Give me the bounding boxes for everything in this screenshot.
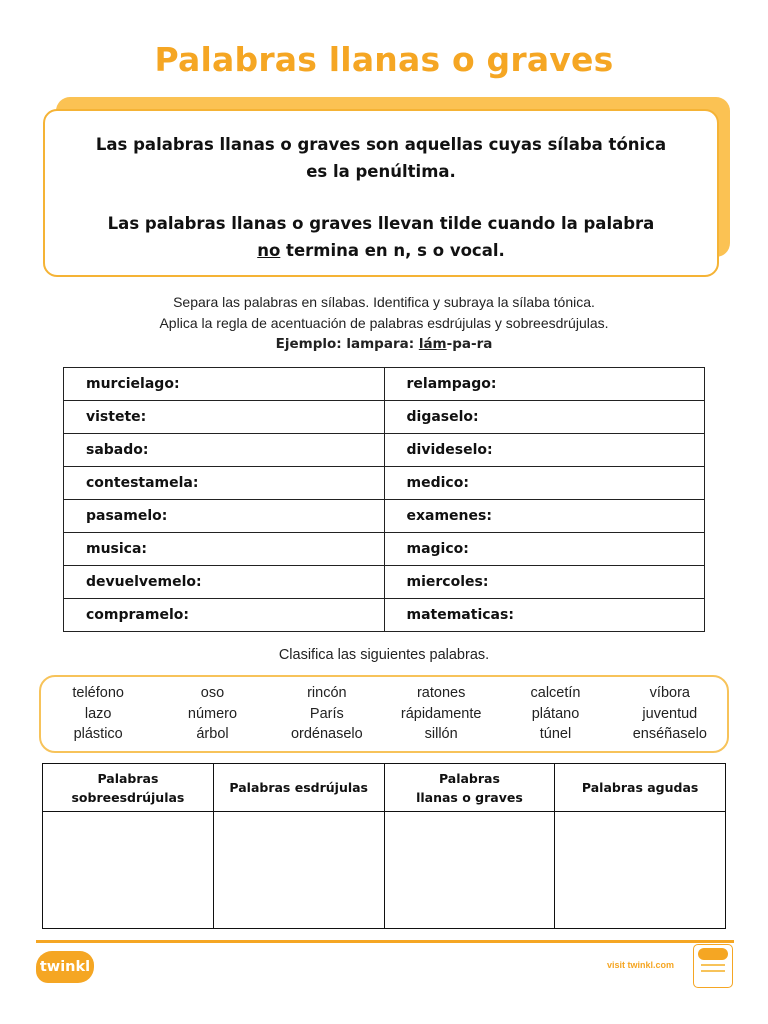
table-row bbox=[64, 434, 705, 467]
word-cell[interactable]: sabado: bbox=[64, 434, 385, 467]
category-line-1: Palabras bbox=[97, 770, 159, 786]
table-row bbox=[64, 566, 705, 599]
info-line-4 bbox=[45, 237, 717, 264]
word-bank-column bbox=[270, 683, 384, 745]
category-line-2: llanas o graves bbox=[416, 789, 523, 805]
info-line-3: Las palabras llanas o graves llevan tilde cuando la palabra bbox=[107, 214, 655, 233]
word-cell[interactable]: divideselo: bbox=[384, 434, 705, 467]
word-bank bbox=[39, 675, 729, 753]
table-row bbox=[64, 500, 705, 533]
word-cell[interactable]: devuelvemelo: bbox=[64, 566, 385, 599]
info-line-2: es la penúltima. bbox=[306, 162, 456, 181]
visit-link[interactable]: visit twinkl.com bbox=[607, 960, 675, 970]
word-bank-column bbox=[613, 683, 727, 745]
category-answer-cell[interactable] bbox=[43, 812, 214, 929]
category-line-1: Palabras esdrújulas bbox=[229, 780, 368, 795]
example-rest: -pa-ra bbox=[446, 336, 493, 352]
word-bank-item: número bbox=[187, 705, 238, 722]
info-line-1: Las palabras llanas o graves son aquellas cuyas sílaba tónica bbox=[95, 135, 667, 154]
word-cell[interactable]: magico: bbox=[384, 533, 705, 566]
word-cell[interactable]: medico: bbox=[384, 467, 705, 500]
category-header bbox=[43, 764, 214, 812]
category-line-1: Palabras bbox=[438, 770, 500, 786]
word-cell[interactable]: compramelo: bbox=[64, 599, 385, 632]
category-header bbox=[384, 764, 555, 812]
syllable-table bbox=[63, 367, 705, 632]
badge-line bbox=[701, 964, 725, 966]
word-cell[interactable]: digaselo: bbox=[384, 401, 705, 434]
word-bank-column bbox=[155, 683, 269, 745]
word-bank-item: plástico bbox=[73, 726, 123, 742]
example-stressed-syllable: lám bbox=[418, 336, 447, 352]
classify-label: Clasifica las siguientes palabras. bbox=[278, 647, 490, 663]
info-underlined-no: no bbox=[257, 241, 281, 260]
word-bank-item: juventud bbox=[642, 705, 698, 722]
word-bank-item: víbora bbox=[649, 685, 690, 701]
word-bank-item: ordénaselo bbox=[290, 726, 363, 742]
word-cell[interactable]: miercoles: bbox=[384, 566, 705, 599]
instruction-line-1: Separa las palabras en sílabas. Identifica y subraya la sílaba tónica. bbox=[173, 294, 595, 310]
word-cell[interactable]: contestamela: bbox=[64, 467, 385, 500]
badge-line bbox=[701, 970, 725, 972]
category-answer-cell[interactable] bbox=[213, 812, 384, 929]
word-bank-column bbox=[41, 683, 155, 745]
category-answer-cell[interactable] bbox=[384, 812, 555, 929]
category-line-2: sobreesdrújulas bbox=[71, 789, 185, 805]
table-row bbox=[64, 533, 705, 566]
word-bank-column bbox=[384, 683, 498, 745]
word-cell[interactable]: musica: bbox=[64, 533, 385, 566]
word-bank-item: calcetín bbox=[530, 685, 581, 701]
table-row bbox=[64, 599, 705, 632]
word-bank-column bbox=[498, 683, 612, 745]
word-cell[interactable]: vistete: bbox=[64, 401, 385, 434]
badge-pill bbox=[698, 948, 728, 960]
table-row bbox=[64, 368, 705, 401]
word-cell[interactable]: murcielago: bbox=[64, 368, 385, 401]
page-title: Palabras llanas o graves bbox=[154, 40, 614, 79]
word-bank-item: plátano bbox=[531, 705, 580, 722]
category-answer-cell[interactable] bbox=[555, 812, 726, 929]
word-cell[interactable]: examenes: bbox=[384, 500, 705, 533]
category-header bbox=[213, 764, 384, 812]
word-cell[interactable]: relampago: bbox=[384, 368, 705, 401]
word-bank-item: oso bbox=[200, 685, 225, 701]
example-line bbox=[0, 334, 768, 355]
quality-badge-icon bbox=[693, 944, 733, 988]
twinkl-logo bbox=[36, 951, 94, 983]
word-bank-grid bbox=[41, 683, 727, 745]
logo-text: twinkl bbox=[39, 959, 91, 975]
word-bank-item: rápidamente bbox=[400, 705, 482, 722]
word-cell[interactable]: matematicas: bbox=[384, 599, 705, 632]
word-bank-item: ratones bbox=[416, 685, 466, 701]
category-header bbox=[555, 764, 726, 812]
info-box bbox=[43, 109, 719, 277]
footer-divider bbox=[36, 940, 734, 943]
word-cell[interactable]: pasamelo: bbox=[64, 500, 385, 533]
example-prefix: Ejemplo: lampara: bbox=[275, 336, 419, 352]
classification-table bbox=[42, 763, 726, 929]
word-bank-item: túnel bbox=[539, 726, 572, 742]
instructions bbox=[0, 292, 768, 355]
word-bank-item: enséñaselo bbox=[632, 726, 707, 742]
word-bank-item: árbol bbox=[196, 726, 229, 742]
word-bank-item: sillón bbox=[424, 726, 458, 742]
info-line-4-rest: termina en n, s o vocal. bbox=[280, 241, 505, 260]
word-bank-item: París bbox=[309, 705, 344, 722]
word-bank-item: lazo bbox=[84, 705, 112, 722]
table-row bbox=[64, 467, 705, 500]
word-bank-item: teléfono bbox=[72, 685, 124, 701]
instruction-line-2: Aplica la regla de acentuación de palabras esdrújulas y sobreesdrújulas. bbox=[159, 315, 609, 331]
category-line-1: Palabras agudas bbox=[581, 780, 699, 795]
word-bank-item: rincón bbox=[307, 685, 347, 701]
table-row bbox=[64, 401, 705, 434]
